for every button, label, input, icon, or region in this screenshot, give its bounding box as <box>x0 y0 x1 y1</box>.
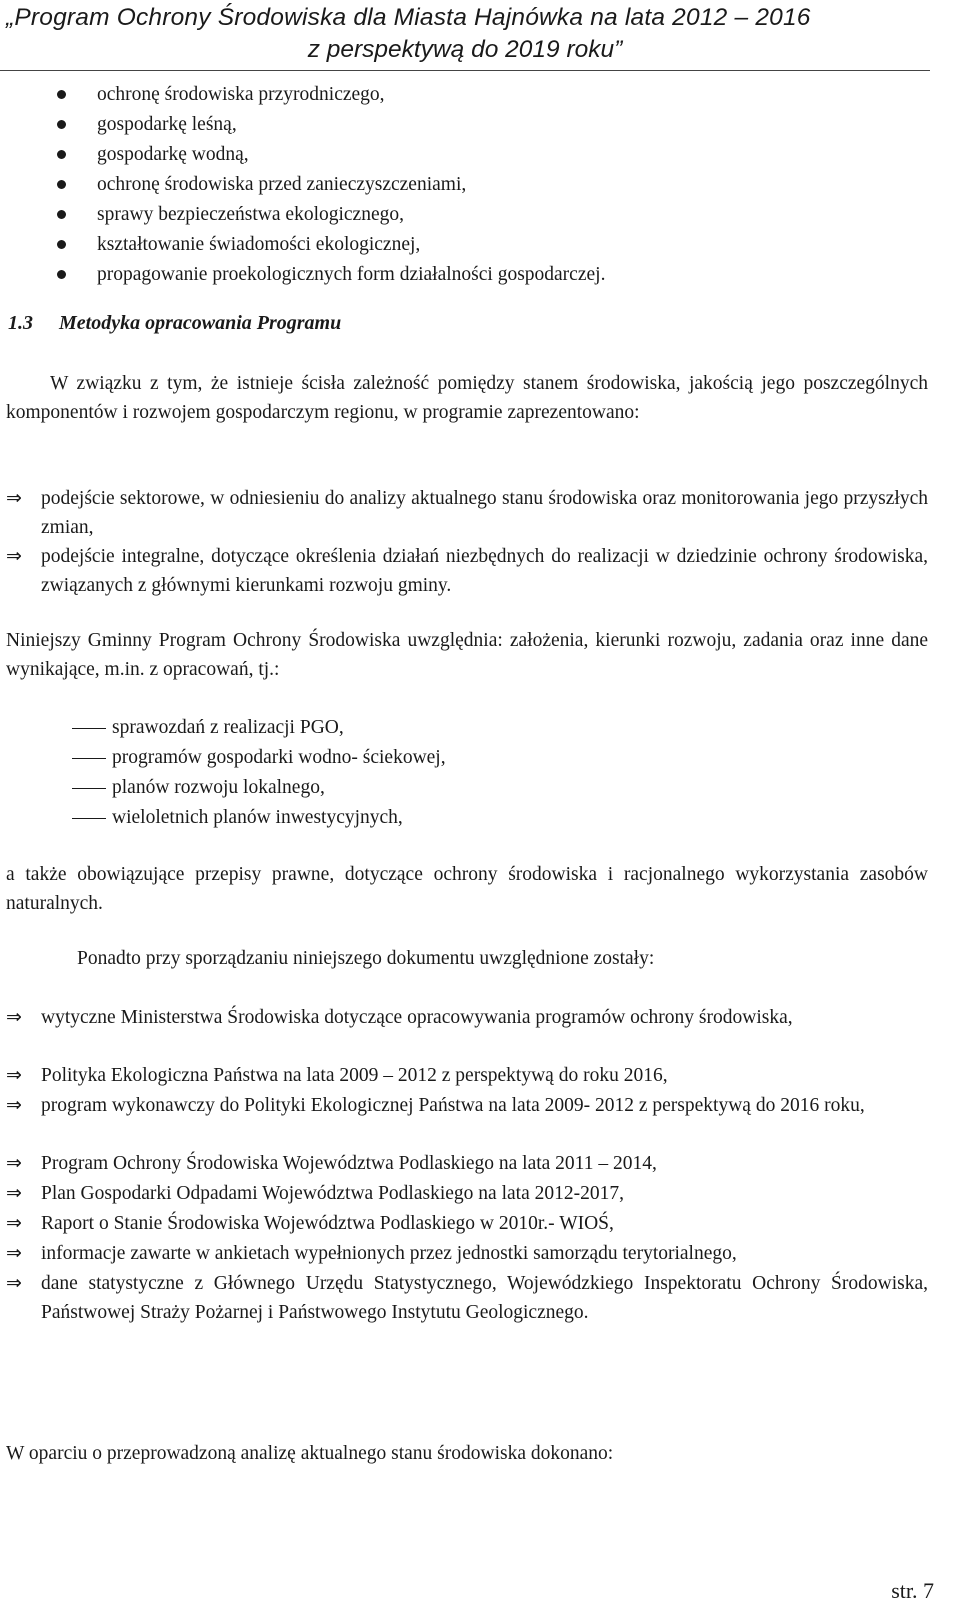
considered-intro: Ponadto przy sporządzaniu niniejszego dokumentu uwzględnione zostały: <box>77 948 655 969</box>
list-item: gospodarkę wodną, <box>0 140 930 170</box>
law-paragraph: a także obowiązujące przepisy prawne, dotyczące ochrony środowiska i racjonalnego wykorzystania zasobów naturalnych. <box>6 864 928 914</box>
dash-icon <box>72 788 106 789</box>
list-item: programów gospodarki wodno- ściekowej, <box>72 743 446 772</box>
bullet-icon <box>57 90 66 99</box>
list-item: ochronę środowiska przed zanieczyszczeniami, <box>0 170 930 200</box>
bullet-icon <box>57 120 66 129</box>
considered-item: ⇒ Program Ochrony Środowiska Województwa Podlaskiego na lata 2011 – 2014, <box>6 1149 928 1178</box>
program-paragraph: Niniejszy Gminny Program Ochrony Środowiska uwzględnia: założenia, kierunki rozwoju, zadania oraz inne dane wynikające, m.in. z opracowań, tj.: <box>6 630 928 680</box>
header-title-line1: „Program Ochrony Środowiska dla Miasta Hajnówka na lata 2012 – 2016 <box>6 4 811 31</box>
arrow-right-icon: ⇒ <box>6 1064 22 1086</box>
header-title-line2: z perspektywą do 2019 roku” <box>307 36 623 63</box>
considered-item: ⇒ Raport o Stanie Środowiska Województwa Podlaskiego w 2010r.- WIOŚ, <box>6 1209 928 1238</box>
dash-icon <box>72 728 106 729</box>
intro-paragraph: W związku z tym, że istnieje ścisła zależność pomiędzy stanem środowiska, jakością jego poszczególnych komponentów i rozwojem gospodarczym regionu, w programie zaprezentowano: <box>6 373 928 423</box>
list-item: planów rozwoju lokalnego, <box>72 773 325 802</box>
section-heading <box>8 312 341 335</box>
section-title: Metodyka opracowania Programu <box>59 312 342 334</box>
considered-item: ⇒ program wykonawczy do Polityki Ekologicznej Państwa na lata 2009- 2012 z perspektywą do 2016 roku, <box>6 1091 928 1120</box>
considered-item: ⇒ wytyczne Ministerstwa Środowiska dotyczące opracowywania programów ochrony środowiska, <box>6 1003 928 1032</box>
bullet-icon <box>57 210 66 219</box>
considered-item: ⇒ Plan Gospodarki Odpadami Województwa Podlaskiego na lata 2012-2017, <box>6 1179 928 1208</box>
arrow-right-icon: ⇒ <box>6 1006 22 1028</box>
arrow-right-icon: ⇒ <box>6 1094 22 1116</box>
section-number: 1.3 <box>8 312 33 334</box>
arrow-right-icon: ⇒ <box>6 487 22 509</box>
list-item: propagowanie proekologicznych form działalności gospodarczej. <box>0 260 930 290</box>
closing-paragraph: W oparciu o przeprowadzoną analizę aktualnego stanu środowiska dokonano: <box>6 1443 614 1464</box>
list-item: sprawozdań z realizacji PGO, <box>72 713 344 742</box>
list-item: kształtowanie świadomości ekologicznej, <box>0 230 930 260</box>
list-item: gospodarkę leśną, <box>0 110 930 140</box>
arrow-right-icon: ⇒ <box>6 1242 22 1264</box>
considered-item: ⇒ Polityka Ekologiczna Państwa na lata 2009 – 2012 z perspektywą do roku 2016, <box>6 1061 928 1090</box>
arrow-right-icon: ⇒ <box>6 1272 22 1294</box>
arrow-right-icon: ⇒ <box>6 1152 22 1174</box>
arrow-right-icon: ⇒ <box>6 545 22 567</box>
dash-icon <box>72 818 106 819</box>
list-item: sprawy bezpieczeństwa ekologicznego, <box>0 200 930 230</box>
dash-icon <box>72 758 106 759</box>
arrow-right-icon: ⇒ <box>6 1212 22 1234</box>
arrow-right-icon: ⇒ <box>6 1182 22 1204</box>
list-item: ochronę środowiska przyrodniczego, <box>0 80 930 110</box>
bullet-icon <box>57 150 66 159</box>
bullet-icon <box>57 240 66 249</box>
approach-item-integral: ⇒ podejście integralne, dotyczące określenia działań niezbędnych do realizacji w dziedzinie ochrony środowiska, związanych z głównymi kierunkami rozwoju gminy. <box>6 542 928 600</box>
bullet-icon <box>57 180 66 189</box>
approach-item-sectoral: ⇒ podejście sektorowe, w odniesieniu do analizy aktualnego stanu środowiska oraz monitorowania jego przyszłych zmian, <box>6 484 928 542</box>
page-number: str. 7 <box>891 1578 934 1603</box>
list-item: wieloletnich planów inwestycyjnych, <box>72 803 403 832</box>
considered-item: ⇒ dane statystyczne z Głównego Urzędu Statystycznego, Wojewódzkiego Inspektoratu Ochrony Środowiska, Państwowej Straży Pożarnej i Państwowego Instytutu Geologicznego. <box>6 1269 928 1327</box>
scope-bullet-list <box>0 80 930 290</box>
considered-item: ⇒ informacje zawarte w ankietach wypełnionych przez jednostki samorządu terytorialnego, <box>6 1239 928 1268</box>
page-header <box>0 0 930 71</box>
bullet-icon <box>57 270 66 279</box>
